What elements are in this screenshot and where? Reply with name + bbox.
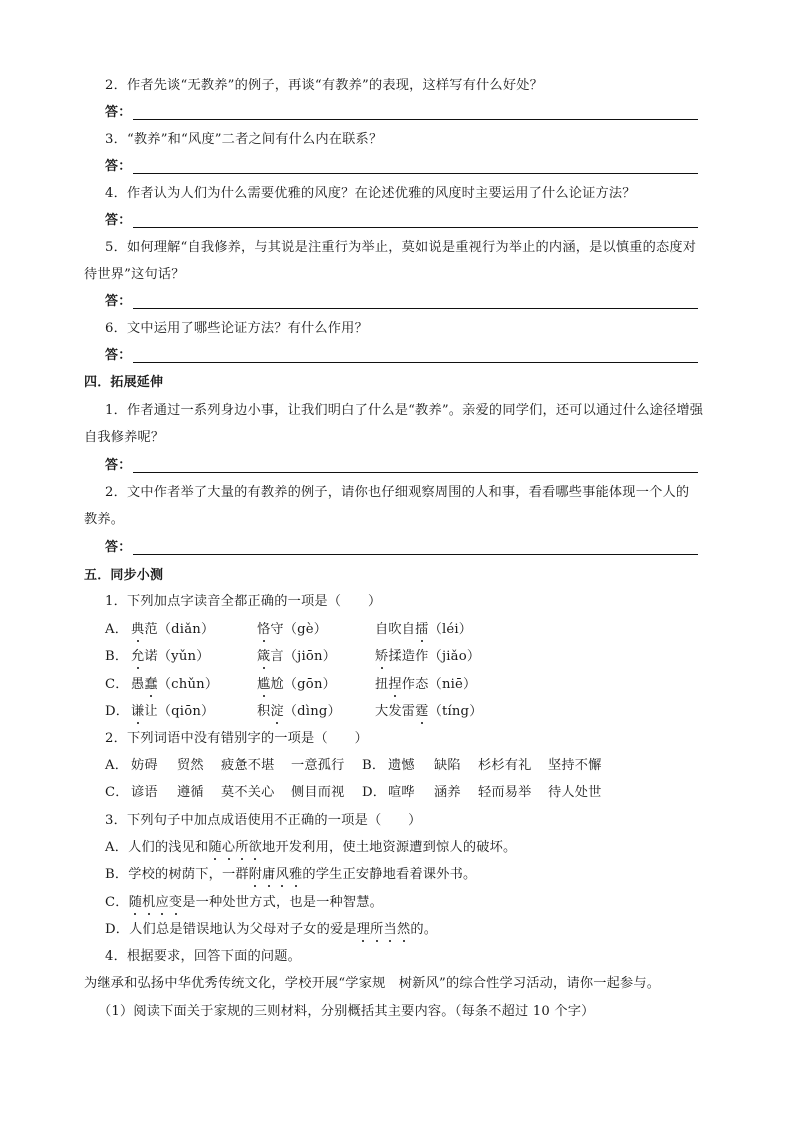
quiz-question-2: 2．下列词语中没有错别字的一项是（ ） — [105, 731, 368, 746]
dotted-character: 随 — [129, 889, 142, 916]
pinyin-item — [375, 671, 476, 698]
item-text: 范（diǎn） — [144, 622, 215, 637]
extension-question-1-continued: 自我修养呢？ — [84, 430, 165, 445]
answer-label: 答： — [105, 294, 132, 309]
answer-label: 答： — [105, 348, 132, 363]
option-label: D． — [105, 704, 130, 719]
dotted-character: 当 — [384, 916, 397, 943]
pinyin-item — [375, 643, 480, 670]
q3-option-d[interactable] — [105, 916, 745, 943]
item-text: （dìng） — [283, 704, 341, 719]
quiz-question-4-intro: 为继承和弘扬中华优秀传统文化，学校开展“学家规 树新风”的综合性学习活动，请你一起参与。 — [84, 976, 661, 991]
word: 一意孤行 — [291, 758, 345, 773]
dotted-character: 雅 — [289, 861, 302, 888]
q3-option-b[interactable] — [105, 861, 745, 888]
extension-question-2-continued: 教养。 — [84, 512, 125, 527]
sentence-text: 地开发利用，使土地资源遭到惊人的破坏。 — [262, 840, 517, 855]
answer-line-q5[interactable] — [105, 288, 705, 315]
word: 疲惫不堪 — [221, 758, 275, 773]
sentence-text: 学校的树荫下，一群 — [128, 867, 249, 882]
option-label: A． — [105, 840, 129, 855]
q3-option-c[interactable] — [105, 889, 745, 916]
answer-rule — [133, 308, 698, 309]
dotted-character: 霆 — [415, 698, 428, 725]
dotted-character: 随 — [208, 834, 221, 861]
dotted-character: 庸 — [262, 861, 275, 888]
item-text: 让（qiōn） — [144, 704, 215, 719]
question-4: 4．作者认为人们为什么需要优雅的风度？在论述优雅的风度时主要运用了什么论证方法？ — [105, 186, 636, 201]
item-text: （tíng） — [428, 704, 483, 719]
item-text: （chǔn） — [157, 677, 219, 692]
dotted-character: 附 — [249, 861, 262, 888]
dotted-character: 淀 — [270, 698, 283, 725]
q1-option-a[interactable] — [105, 616, 745, 643]
answer-label: 答： — [105, 105, 132, 120]
word: 妨碍 — [131, 758, 158, 773]
option-label: B． — [362, 758, 386, 773]
option-label: D． — [362, 785, 387, 800]
question-2: 2．作者先谈“无教养”的例子，再谈“有教养”的表现，这样写有什么好处？ — [105, 78, 543, 93]
pinyin-item — [375, 698, 483, 725]
word: 遵循 — [177, 785, 204, 800]
dotted-character: 所 — [370, 916, 383, 943]
answer-rule — [133, 554, 698, 555]
dotted-character: 捏 — [388, 671, 401, 698]
dotted-character: 谦 — [131, 698, 144, 725]
question-5-continued: 待世界”这句话？ — [84, 267, 185, 282]
pinyin-item — [131, 616, 214, 643]
pinyin-item — [131, 671, 218, 698]
pinyin-item — [257, 698, 341, 725]
pinyin-item — [131, 698, 214, 725]
item-text: 大发雷 — [375, 704, 416, 719]
item-text: 积 — [257, 704, 271, 719]
option-label: C． — [105, 895, 129, 910]
word: 侧目而视 — [291, 785, 345, 800]
dotted-character: 典 — [131, 616, 144, 643]
answer-rule — [133, 227, 698, 228]
dotted-idiom — [129, 895, 183, 910]
word: 遗憾 — [388, 758, 415, 773]
dotted-character: 欲 — [249, 834, 262, 861]
item-text: 愚 — [131, 677, 145, 692]
dotted-character: 变 — [169, 889, 182, 916]
dotted-character: 蠢 — [144, 671, 157, 698]
dotted-idiom — [249, 867, 303, 882]
q2-option-b[interactable] — [362, 752, 793, 779]
question-6: 6．文中运用了哪些论证方法？有什么作用？ — [105, 321, 368, 336]
word: 坚持不懈 — [548, 758, 602, 773]
item-text: 自吹自 — [375, 622, 416, 637]
dotted-character: 理 — [357, 916, 370, 943]
q3-option-a[interactable] — [105, 834, 745, 861]
item-text: 尬（gōn） — [270, 677, 337, 692]
q1-option-b[interactable] — [105, 643, 745, 670]
item-text: 诺（yǔn） — [144, 649, 210, 664]
answer-rule — [133, 472, 698, 473]
word: 贸然 — [177, 758, 204, 773]
answer-line-ext2[interactable] — [105, 534, 705, 561]
sentence-text: 是一种处世方式，也是一种智慧。 — [182, 895, 384, 910]
dotted-character: 允 — [131, 643, 144, 670]
answer-rule — [133, 173, 698, 174]
dotted-character: 矫 — [375, 643, 388, 670]
quiz-question-3: 3．下列句子中加点成语使用不正确的一项是（ ） — [105, 813, 422, 828]
sentence-text: 的学生正安静地看着课外书。 — [302, 867, 477, 882]
answer-label: 答： — [105, 213, 132, 228]
answer-line-q3[interactable] — [105, 153, 705, 180]
pinyin-item — [375, 616, 472, 643]
extension-question-2: 2．文中作者举了大量的有教养的例子，请你也仔细观察周围的人和事，看看哪些事能体现一个人的 — [105, 485, 690, 500]
question-3: 3．“教养”和“风度”二者之间有什么内在联系？ — [105, 132, 383, 147]
option-label: A． — [105, 622, 129, 637]
word: 莫不关心 — [221, 785, 275, 800]
quiz-question-4: 4．根据要求，回答下面的问题。 — [105, 949, 302, 964]
dotted-character: 尴 — [257, 671, 270, 698]
option-label: A． — [105, 758, 129, 773]
word: 喧哗 — [388, 785, 415, 800]
q1-option-d[interactable] — [105, 698, 745, 725]
answer-rule — [133, 119, 698, 120]
answer-label: 答： — [105, 458, 132, 473]
word: 轻而易举 — [478, 785, 532, 800]
answer-line-q2[interactable] — [105, 99, 705, 126]
quiz-question-1: 1．下列加点字读音全都正确的一项是（ ） — [105, 594, 382, 609]
dotted-character: 应 — [155, 889, 168, 916]
answer-line-q4[interactable] — [105, 207, 705, 234]
dotted-character: 机 — [142, 889, 155, 916]
item-text: 作态（niē） — [401, 677, 477, 692]
word: 涵养 — [434, 785, 461, 800]
item-text: 言（jiōn） — [270, 649, 337, 664]
extension-question-1: 1．作者通过一系列身边小事，让我们明白了什么是“教养”。亲爱的同学们，还可以通过什么途径增强 — [105, 403, 704, 418]
dotted-character: 风 — [276, 861, 289, 888]
option-label: C． — [105, 677, 129, 692]
word: 杉杉有礼 — [478, 758, 532, 773]
dotted-character: 擂 — [415, 616, 428, 643]
sentence-text: 人们总是错误地认为父母对子女的爱是 — [129, 922, 357, 937]
word: 谚语 — [131, 785, 158, 800]
pinyin-item — [257, 671, 336, 698]
answer-rule — [133, 362, 698, 363]
dotted-character: 然 — [397, 916, 410, 943]
item-text: （léi） — [428, 622, 473, 637]
item-text: 守（gè） — [270, 622, 328, 637]
option-label: D． — [105, 922, 130, 937]
dotted-character: 恪 — [257, 616, 270, 643]
answer-line-ext1[interactable] — [105, 452, 705, 479]
answer-label: 答： — [105, 540, 132, 555]
section-heading-quiz: 五．同步小测 — [84, 568, 164, 583]
item-text: 揉造作（jiǎo） — [388, 649, 481, 664]
pinyin-item — [257, 643, 336, 670]
section-heading-extension: 四．拓展延伸 — [84, 375, 164, 390]
dotted-character: 箴 — [257, 643, 270, 670]
sentence-text: 的。 — [410, 922, 438, 937]
dotted-idiom — [357, 922, 411, 937]
option-label: B． — [105, 649, 129, 664]
q2-option-d[interactable] — [362, 779, 793, 806]
answer-line-q6[interactable] — [105, 342, 705, 369]
dotted-character: 所 — [235, 834, 248, 861]
word: 缺陷 — [434, 758, 461, 773]
q1-option-c[interactable] — [105, 671, 745, 698]
quiz-question-4-sub1: （1）阅读下面关于家规的三则材料，分别概括其主要内容。（每条不超过 10 个字） — [98, 1004, 595, 1019]
pinyin-item — [131, 643, 210, 670]
dotted-idiom — [208, 840, 262, 855]
word: 待人处世 — [548, 785, 602, 800]
sentence-text: 人们的浅见和 — [128, 840, 209, 855]
answer-label: 答： — [105, 159, 132, 174]
option-label: B． — [105, 867, 129, 882]
item-text: 扭 — [375, 677, 389, 692]
pinyin-item — [257, 616, 327, 643]
dotted-character: 心 — [222, 834, 235, 861]
question-5: 5．如何理解“自我修养，与其说是注重行为举止，莫如说是重视行为举止的内涵，是以慎重的态度对 — [105, 240, 697, 255]
option-label: C． — [105, 785, 129, 800]
